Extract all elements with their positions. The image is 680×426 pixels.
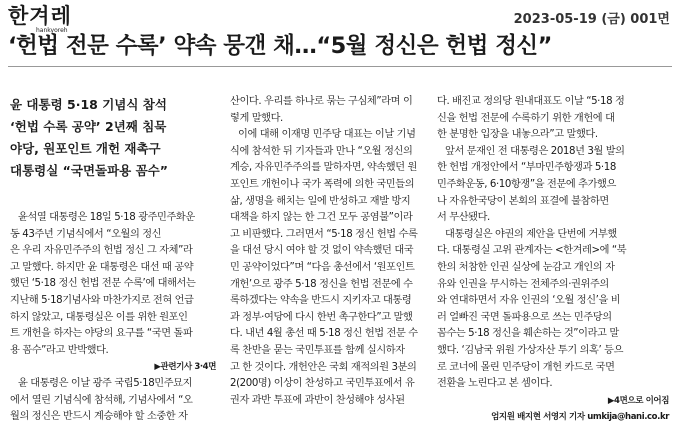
text-line: 서 무산됐다. [437, 212, 490, 224]
text-line: 나 자유한국당이 본회의 표결에 불참하면 [437, 195, 609, 207]
text-line: 개헌’으로 광주 5·18 정신을 헌법 전문에 수 [230, 278, 413, 290]
subhead: 윤 대통령 5·18 기념식 참석 [10, 97, 167, 112]
masthead-logo [8, 4, 72, 34]
text-line: 유와 인권을 무시하는 전체주의·권위주의 [437, 278, 609, 290]
subhead: ‘헌법 수록 공약’ 2년째 침묵 [10, 119, 167, 134]
text-line: 민주화운동, 6·10항쟁”을 전문에 추가했으 [437, 178, 616, 190]
issue-line [514, 8, 670, 27]
text-line: 한 헌법 개정안에서 “부마민주항쟁과 5·18 [437, 162, 616, 174]
text-line: 윤석열 대통령은 18일 5·18 광주민주화운 [18, 212, 195, 223]
text-line: 다. 배진교 정의당 원내대표도 이날 “5·18 정 [437, 96, 625, 107]
text-line: 한 분명한 입장을 내놓으라”고 말했다. [437, 129, 598, 141]
text-line: 고 비판했다. 그러면서 “5·18 정신 헌법 수록 [230, 228, 418, 240]
text-line: 대책을 하지 않는 한 그건 모두 공염불”이라 [230, 212, 413, 224]
text-line: 앞서 문재인 전 대통령은 2018년 3월 발의 [445, 145, 625, 157]
headline-rule [8, 66, 672, 67]
byline: 엄지원 배지현 서영지 기자 umkija@hani.co.kr [491, 412, 669, 423]
article-column-1 [10, 210, 216, 426]
text-line: 용 꼼수”라고 반박했다. [10, 344, 109, 356]
text-line: 월의 정신은 반드시 계승해야 할 소중한 자 [10, 411, 188, 423]
text-line: 렇게 말했다. [230, 112, 283, 124]
text-line: 2(200명) 이상이 찬성하고 국민투표에서 유 [230, 378, 415, 390]
related-article-link: ▶관련기사 3·4면 [154, 362, 216, 373]
text-line: 했던 ‘5·18 정신 헌법 전문 수록’에 대해서는 [10, 278, 196, 290]
text-line: 꼼수는 5·18 정신을 훼손하는 것”이라고 말 [437, 328, 619, 340]
text-line: 하지 않았고, 대통령실은 이를 위한 원포인 [10, 311, 188, 323]
text-line: 과 정부·여당에 다시 한번 촉구한다”고 말했 [230, 311, 413, 323]
text-line: 산이다. 우리를 하나로 묶는 구심체”라며 이 [230, 96, 413, 107]
text-line: 트 개헌을 하자는 야당의 요구를 “국면 돌파 [10, 328, 193, 340]
text-line: 을 대선 당시 여야 할 것 없이 약속했던 대국 [230, 245, 414, 257]
text-line: 록하겠다는 약속을 반드시 지키자고 대통령 [230, 295, 412, 307]
text-line: 러 얼빠진 국면 돌파용으로 쓰는 민주당의 [437, 311, 612, 323]
text-line: 이에 대해 이재명 민주당 대표는 이날 기념 [238, 129, 416, 141]
text-line: 고 한 것이다. 개헌안은 국회 재적의원 3분의 [230, 361, 417, 373]
text-line: 대통령실은 야권의 제안을 단번에 거부했 [445, 228, 617, 240]
text-line: 민 공약이었다”며 “다음 총선에서 ‘원포인트 [230, 261, 415, 273]
text-line: 했다. ‘김남국 위원 가상자산 투기 의혹’ 등으 [437, 344, 624, 356]
article-column-2 [230, 94, 426, 409]
text-line: 신을 헌법 전문에 수록하기 위한 개헌에 대 [437, 112, 615, 124]
text-line: 권자 과반 투표에 과반이 찬성해야 성사된 [230, 394, 405, 406]
text-line: 다. 대통령실 고위 관계자는 <한겨레>에 “북 [437, 245, 627, 257]
text-line: 다. 내년 4월 총선 때 5·18 정신 헌법 전문 수 [230, 328, 418, 340]
text-line: 지난해 5·18기념사와 마찬가지로 전혀 언급 [10, 294, 194, 306]
subhead: 야당, 원포인트 개헌 재촉구 [10, 141, 161, 156]
text-line: 전환을 노린다고 본 셈이다. [437, 378, 553, 390]
issue-page: 001면 [630, 12, 670, 27]
text-line: 록 찬반을 묻는 국민투표를 함께 실시하자 [230, 344, 405, 356]
issue-date: 2023-05-19 (금) [513, 12, 626, 27]
text-line: 로 코너에 몰린 민주당이 개헌 카드로 국면 [437, 361, 615, 373]
logo-text: 한겨레 [8, 4, 72, 28]
text-line: 한의 처참한 인권 실상에 눈감고 개인의 자 [437, 261, 615, 273]
text-line: 계승, 자유민주주의를 말하자면, 약속했던 원 [230, 162, 417, 174]
text-line: 동 43주년 기념식에서 “오월의 정신 [10, 228, 162, 240]
headline: ‘헌법 전문 수록’ 약속 뭉갠 채…“5월 정신은 헌법 정신” [8, 33, 552, 59]
text-line: 포인트 개헌이나 국가 폭력에 의한 국민들의 [230, 178, 415, 190]
text-line: 와 연대하면서 자유 인권의 ‘오월 정신’을 비 [437, 295, 621, 307]
subheads [10, 94, 210, 182]
subhead: 대통령실 “국면돌파용 꼼수” [10, 163, 168, 178]
text-line: 은 우리 자유민주주의 헌법 정신 그 자체”라 [10, 245, 193, 257]
text-line: 고 말했다. 하지만 윤 대통령은 대선 때 공약 [10, 261, 194, 273]
text-line: 에서 열린 기념식에 참석해, 기념사에서 “오 [10, 394, 193, 406]
logo-subtext: hankyoreh [36, 27, 68, 34]
article-column-3 [437, 94, 669, 426]
text-line: 윤 대통령은 이날 광주 국립5·18민주묘지 [18, 377, 193, 389]
text-line: 식에 참석한 뒤 기자들과 만나 “오월 정신의 [230, 145, 413, 157]
continued-link: ▶4면으로 이어짐 [607, 395, 669, 406]
text-line: 삶, 생명을 해치는 일에 반성하고 재발 방지 [230, 195, 411, 207]
